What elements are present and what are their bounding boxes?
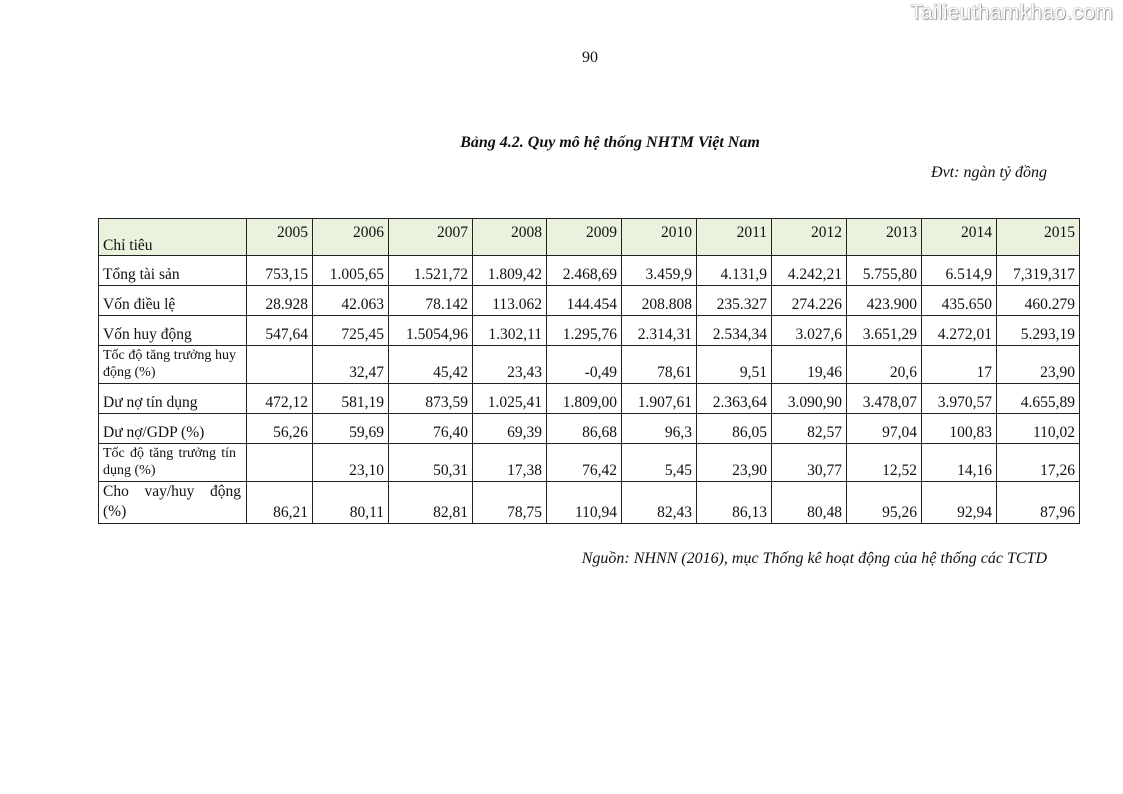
data-table (98, 218, 1080, 524)
year-header: 2006 (313, 219, 389, 256)
row-label: Tổng tài sản (99, 256, 247, 286)
table-row (99, 384, 1080, 414)
row-label-text: Tốc độ tăng trưởng huy động (%) (103, 348, 236, 380)
cell: 82,81 (389, 482, 473, 524)
cell: 144.454 (547, 286, 622, 316)
cell: 14,16 (922, 444, 997, 482)
cell: 80,11 (313, 482, 389, 524)
table-row (99, 256, 1080, 286)
cell: 5.293,19 (997, 316, 1080, 346)
cell: 3.478,07 (847, 384, 922, 414)
cell: 100,83 (922, 414, 997, 444)
cell: 1.809,42 (473, 256, 547, 286)
cell: 86,13 (697, 482, 772, 524)
cell: 1.302,11 (473, 316, 547, 346)
row-label: Vốn điều lệ (99, 286, 247, 316)
cell: 7,319,317 (997, 256, 1080, 286)
cell: 208.808 (622, 286, 697, 316)
cell: 3.459,9 (622, 256, 697, 286)
cell: 17,26 (997, 444, 1080, 482)
cell: 23,90 (697, 444, 772, 482)
cell: 472,12 (247, 384, 313, 414)
year-header: 2015 (997, 219, 1080, 256)
cell: 30,77 (772, 444, 847, 482)
cell: 69,39 (473, 414, 547, 444)
cell: 3.651,29 (847, 316, 922, 346)
table-header-row (99, 219, 1080, 256)
cell: 581,19 (313, 384, 389, 414)
year-header: 2010 (622, 219, 697, 256)
cell: 50,31 (389, 444, 473, 482)
cell: 3.970,57 (922, 384, 997, 414)
table-row (99, 346, 1080, 384)
cell: 5.755,80 (847, 256, 922, 286)
cell: 86,05 (697, 414, 772, 444)
year-header: 2011 (697, 219, 772, 256)
cell: 274.226 (772, 286, 847, 316)
cell: 23,10 (313, 444, 389, 482)
cell: 97,04 (847, 414, 922, 444)
cell: 1.025,41 (473, 384, 547, 414)
cell: 80,48 (772, 482, 847, 524)
cell: 96,3 (622, 414, 697, 444)
year-header: 2012 (772, 219, 847, 256)
cell: 3.027,6 (772, 316, 847, 346)
row-label: Vốn huy động (99, 316, 247, 346)
cell: 1.5054,96 (389, 316, 473, 346)
year-header: 2013 (847, 219, 922, 256)
year-header: 2014 (922, 219, 997, 256)
cell: 82,57 (772, 414, 847, 444)
cell: 435.650 (922, 286, 997, 316)
cell: 86,21 (247, 482, 313, 524)
row-label-text: Tốc độ tăng trưởng tín dụng (%) (103, 446, 236, 478)
cell: 82,43 (622, 482, 697, 524)
watermark: Tailieuthamkhao.com (910, 1, 1113, 24)
row-label: Dư nợ/GDP (%) (99, 414, 247, 444)
cell: 6.514,9 (922, 256, 997, 286)
cell: 86,68 (547, 414, 622, 444)
cell: 45,42 (389, 346, 473, 384)
year-header: 2009 (547, 219, 622, 256)
header-label: Chỉ tiêu (99, 219, 247, 256)
cell: 1.295,76 (547, 316, 622, 346)
row-label (99, 444, 247, 482)
unit-note: Đvt: ngàn tỷ đồng (931, 164, 1047, 181)
cell: 19,46 (772, 346, 847, 384)
cell: 59,69 (313, 414, 389, 444)
table-row (99, 482, 1080, 524)
cell: 42.063 (313, 286, 389, 316)
year-header: 2008 (473, 219, 547, 256)
cell: 460.279 (997, 286, 1080, 316)
cell: 2.468,69 (547, 256, 622, 286)
cell: 235.327 (697, 286, 772, 316)
cell: 78,61 (622, 346, 697, 384)
cell: 23,43 (473, 346, 547, 384)
cell: 78,75 (473, 482, 547, 524)
cell: 4.242,21 (772, 256, 847, 286)
cell: 9,51 (697, 346, 772, 384)
cell: 23,90 (997, 346, 1080, 384)
cell: 110,94 (547, 482, 622, 524)
cell: 2.314,31 (622, 316, 697, 346)
cell: 110,02 (997, 414, 1080, 444)
cell: 20,6 (847, 346, 922, 384)
row-label (99, 482, 247, 524)
cell: 423.900 (847, 286, 922, 316)
cell: 17 (922, 346, 997, 384)
table-title: Bảng 4.2. Quy mô hệ thống NHTM Việt Nam (460, 134, 760, 151)
cell (247, 444, 313, 482)
cell: 4.272,01 (922, 316, 997, 346)
source-note: Nguồn: NHNN (2016), mục Thống kê hoạt động của hệ thống các TCTD (581, 550, 1047, 567)
table-row (99, 444, 1080, 482)
table-row (99, 414, 1080, 444)
table-row (99, 316, 1080, 346)
cell: 87,96 (997, 482, 1080, 524)
row-label-text: Cho vay/huy động (%) (103, 483, 241, 520)
cell: 76,40 (389, 414, 473, 444)
cell: 2.363,64 (697, 384, 772, 414)
cell: 725,45 (313, 316, 389, 346)
cell: 56,26 (247, 414, 313, 444)
year-header: 2007 (389, 219, 473, 256)
cell: 1.521,72 (389, 256, 473, 286)
cell: 547,64 (247, 316, 313, 346)
cell: -0,49 (547, 346, 622, 384)
cell: 28.928 (247, 286, 313, 316)
cell: 12,52 (847, 444, 922, 482)
cell: 92,94 (922, 482, 997, 524)
cell: 4.655,89 (997, 384, 1080, 414)
cell: 78.142 (389, 286, 473, 316)
cell: 1.809,00 (547, 384, 622, 414)
cell: 32,47 (313, 346, 389, 384)
page-number: 90 (582, 49, 598, 66)
row-label: Dư nợ tín dụng (99, 384, 247, 414)
cell: 5,45 (622, 444, 697, 482)
cell: 3.090,90 (772, 384, 847, 414)
cell: 753,15 (247, 256, 313, 286)
row-label (99, 346, 247, 384)
cell: 4.131,9 (697, 256, 772, 286)
table-row (99, 286, 1080, 316)
cell: 1.907,61 (622, 384, 697, 414)
cell: 76,42 (547, 444, 622, 482)
cell: 873,59 (389, 384, 473, 414)
cell (247, 346, 313, 384)
cell: 1.005,65 (313, 256, 389, 286)
year-header: 2005 (247, 219, 313, 256)
cell: 2.534,34 (697, 316, 772, 346)
cell: 17,38 (473, 444, 547, 482)
cell: 95,26 (847, 482, 922, 524)
cell: 113.062 (473, 286, 547, 316)
